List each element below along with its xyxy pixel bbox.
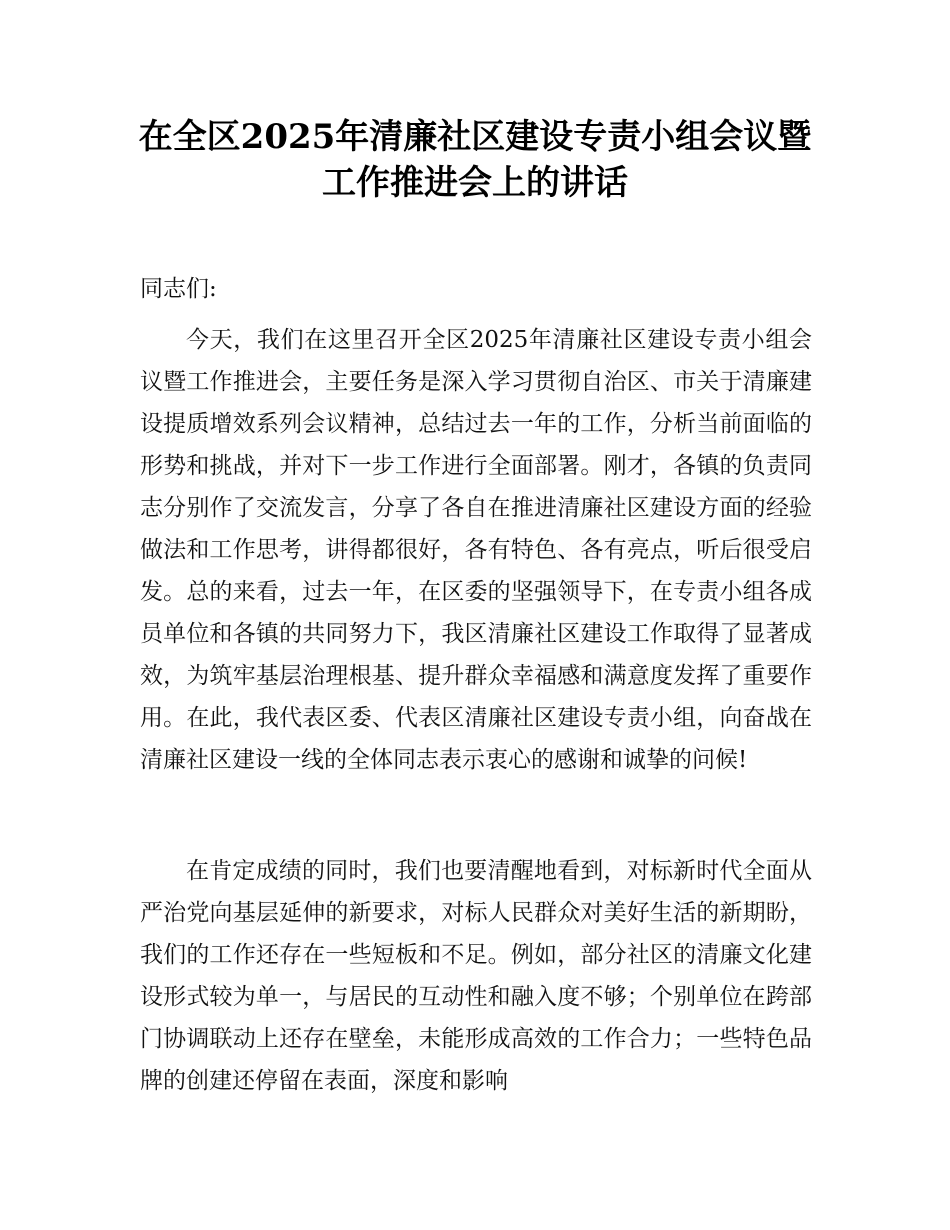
document-title-line-1: 在全区2025年清廉社区建设专责小组会议暨: [138, 117, 812, 157]
paragraph-1: 今天，我们在这里召开全区2025年清廉社区建设专责小组会议暨工作推进会，主要任务是深入学习贯彻自治区、市关于清廉建设提质增效系列会议精神，总结过去一年的工作，分析当前面临的形势和挑战，并对下一步工作进行全面部署。刚才，各镇的负责同志分别作了交流发言，分享了各自在推进清廉社区建设方面的经验做法和工作思考，讲得都很好，各有特色、各有亮点，听后很受启发。总的来看，过去一年，在区委的坚强领导下，在专责小组各成员单位和各镇的共同努力下，我区清廉社区建设工作取得了显著成效，为筑牢基层治理根基、提升群众幸福感和满意度发挥了重要作用。在此，我代表区委、代表区清廉社区建设专责小组，向奋战在清廉社区建设一线的全体同志表示衷心的感谢和诚挚的问候!: [140, 327, 812, 773]
paragraph-2: 在肯定成绩的同时，我们也要清醒地看到，对标新时代全面从严治党向基层延伸的新要求，对标人民群众对美好生活的新期盼，我们的工作还存在一些短板和不足。例如，部分社区的清廉文化建设形式较为单一，与居民的互动性和融入度不够；个别单位在跨部门协调联动上还存在壁垒，未能形成高效的工作合力；一些特色品牌的创建还停留在表面，深度和影响: [140, 858, 812, 1094]
salutation: 同志们:: [140, 276, 217, 302]
document-title-line-2: 工作推进会上的讲话: [322, 163, 628, 203]
